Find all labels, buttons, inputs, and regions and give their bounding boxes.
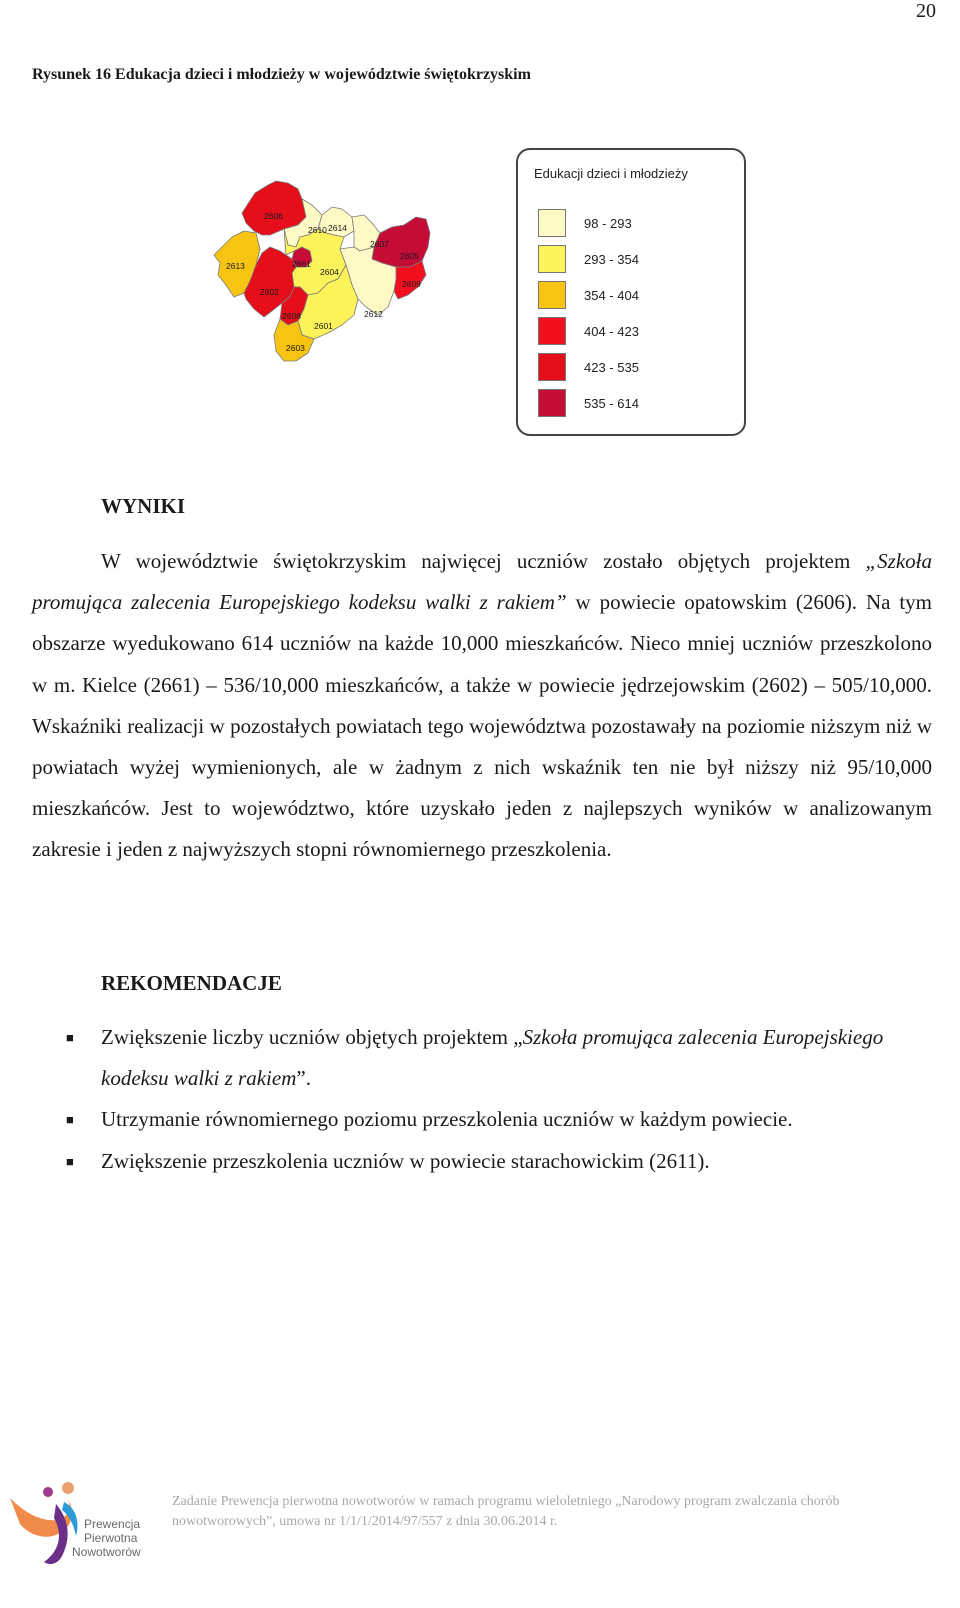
program-logo — [6, 1478, 166, 1568]
map-label-2603: 2603 — [286, 343, 305, 353]
map-label-2610: 2610 — [308, 225, 327, 235]
results-text-start: W województwie świętokrzyskim najwięcej uczniów zostało objętych projektem — [101, 549, 866, 573]
project-name: „Szkoła promująca zalecenia Europejskiego kodeksu walki z rakiem” — [32, 549, 932, 615]
legend-swatch — [538, 317, 566, 345]
legend-swatch — [538, 281, 566, 309]
legend-label: 354 - 404 — [584, 287, 639, 303]
page-number: 20 — [916, 0, 936, 22]
svg-text:Prewencja: Prewencja — [84, 1517, 141, 1531]
legend-swatch — [538, 209, 566, 237]
results-text-rest: w powiecie opatowskim (2606). Na tym obszarze wyedukowano 614 uczniów na każde 10,000 mieszkańców. Nieco mniej uczniów przeszkolono w m. Kielce (2661) – 536/10,000 mieszkańców, a także w powiecie jędrzejowskim (2602) – 505/10,000. Wskaźniki realizacji w pozostałych powiatach tego województwa pozostawały na poziomie niższym niż w powiatach wyżej wymienionych, ale w żadnym z nich wskaźnik ten nie był niższy niż 95/10,000 mieszkańców. Jest to województwo, które uzyskało jeden z najlepszych wyników w analizowanym zakresie i jeden z najwyższych stopni równomiernego przeszkolenia. — [32, 590, 932, 862]
legend-item — [538, 244, 639, 274]
bullet-icon: ■ — [66, 1112, 74, 1128]
legend-label: 423 - 535 — [584, 359, 639, 375]
map-label-2601: 2601 — [314, 321, 333, 331]
legend-item — [538, 388, 639, 418]
results-heading: WYNIKI — [101, 494, 186, 518]
map-label-2605: 2605 — [400, 251, 419, 261]
map-label-2607: 2607 — [370, 239, 389, 249]
footer-line: Zadanie Prewencja pierwotna nowotworów w ramach programu wieloletniego „Narodowy program zwalczania chorób — [172, 1494, 840, 1509]
figure-caption: Rysunek 16 Edukacja dzieci i młodzieży w województwie świętokrzyskim — [32, 66, 531, 83]
legend-label: 98 - 293 — [584, 215, 632, 231]
list-item: ■ Utrzymanie równomiernego poziomu przeszkolenia uczniów w każdym powiecie. — [0, 1099, 901, 1140]
legend-label: 293 - 354 — [584, 251, 639, 267]
legend-item — [538, 352, 639, 382]
map-label-2661: 2661 — [292, 259, 311, 269]
footer-note — [172, 1492, 942, 1532]
map-label-2604: 2604 — [320, 267, 339, 277]
bullet-icon: ■ — [66, 1153, 74, 1169]
recommendations-list — [0, 1017, 960, 1182]
svg-text:Nowotworów: Nowotworów — [72, 1545, 141, 1559]
legend-swatch — [538, 353, 566, 381]
legend-item — [538, 316, 639, 346]
recommendations-heading: REKOMENDACJE — [101, 971, 282, 995]
legend-swatch — [538, 245, 566, 273]
map-label-2608: 2608 — [282, 311, 301, 321]
legend-label: 535 - 614 — [584, 395, 639, 411]
bullet-icon: ■ — [66, 1030, 74, 1045]
results-paragraph — [32, 541, 932, 871]
map-label-2612: 2612 — [364, 309, 383, 319]
legend-title: Edukacji dzieci i młodzieży — [534, 166, 688, 181]
legend-item — [538, 208, 632, 238]
map-svg — [210, 175, 440, 375]
list-item: ■ Zwiększenie liczby uczniów objętych projektem „Szkoła promująca zalecenia Europejskiego kodeksu walki z rakiem”. — [0, 1017, 901, 1099]
legend-swatch — [538, 389, 566, 417]
map-label-2609: 2609 — [402, 279, 421, 289]
list-item: ■ Zwiększenie przeszkolenia uczniów w powiecie starachowickim (2611). — [0, 1141, 901, 1182]
map-label-2613: 2613 — [226, 261, 245, 271]
ribbon-icon — [6, 1478, 166, 1568]
choropleth-map — [210, 175, 440, 375]
legend-item — [538, 280, 639, 310]
svg-text:Pierwotna: Pierwotna — [84, 1531, 138, 1545]
map-label-2606: 2606 — [264, 211, 283, 221]
legend-label: 404 - 423 — [584, 323, 639, 339]
map-legend — [516, 148, 746, 436]
map-label-2602: 2602 — [260, 287, 279, 297]
map-label-2614: 2614 — [328, 223, 347, 233]
footer-line: nowotworowych”, umowa nr 1/1/1/2014/97/557 z dnia 30.06.2014 r. — [172, 1514, 558, 1529]
